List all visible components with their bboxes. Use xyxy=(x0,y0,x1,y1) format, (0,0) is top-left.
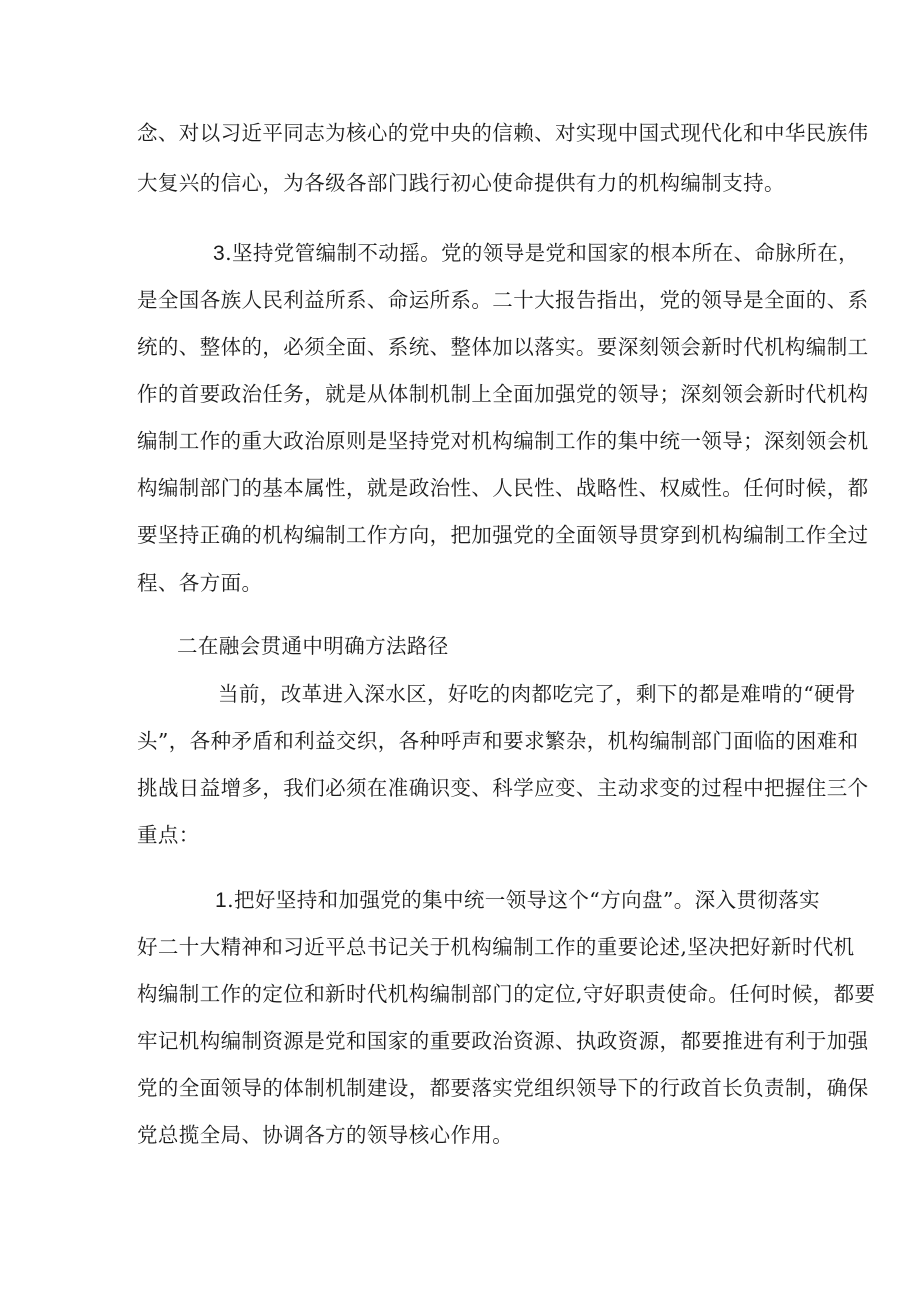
item-number: 3 xyxy=(213,242,226,265)
text-line: 念、对以习近平同志为核心的党中央的信赖、对实现中国式现代化和中华民族伟 xyxy=(137,121,869,145)
text-line: 重点： xyxy=(137,823,200,847)
text-line: 挑战日益增多，我们必须在准确识变、科学应变、主动求变的过程中把握住三个 xyxy=(137,776,869,800)
text-line: 统的、整体的，必须全面、系统、整体加以落实。要深刻领会新时代机构编制工 xyxy=(137,335,869,359)
text-line: 大复兴的信心，为各级各部门践行初心使命提供有力的机构编制支持。 xyxy=(137,171,785,195)
text-line: 当前，改革进入深水区，好吃的肉都吃完了，剩下的都是难啃的“硬骨 xyxy=(218,682,856,706)
text-line: 构编制部门的基本属性，就是政治性、人民性、战略性、权威性。任何时候，都 xyxy=(137,476,869,500)
section-heading: 二在融会贯通中明确方法路径 xyxy=(177,634,449,658)
text-line xyxy=(215,888,821,913)
text-line: 作的首要政治任务，就是从体制机制上全面加强党的领导；深刻领会新时代机构 xyxy=(137,382,869,406)
item-text: .坚持党管编制不动摇。党的领导是党和国家的根本所在、命脉所在， xyxy=(225,241,860,265)
text-line: 构编制工作的定位和新时代机构编制部门的定位,守好职责使命。任何时候，都要 xyxy=(137,982,876,1006)
item-text: .把好坚持和加强党的集中统一领导这个“方向盘”。深入贯彻落实 xyxy=(227,888,821,912)
text-line: 头”，各种矛盾和利益交织，各种呼声和要求繁杂，机构编制部门面临的困难和 xyxy=(137,729,859,753)
text-line: 编制工作的重大政治原则是坚持党对机构编制工作的集中统一领导；深刻领会机 xyxy=(137,429,869,453)
text-line: 要坚持正确的机构编制工作方向，把加强党的全面领导贯穿到机构编制工作全过 xyxy=(137,523,869,547)
text-line: 牢记机构编制资源是党和国家的重要政治资源、执政资源，都要推进有利于加强 xyxy=(137,1029,869,1053)
text-line: 程、各方面。 xyxy=(137,571,263,595)
text-line xyxy=(213,241,860,266)
text-line: 好二十大精神和习近平总书记关于机构编制工作的重要论述,坚决把好新时代机 xyxy=(137,935,855,959)
item-number: 1 xyxy=(215,889,228,912)
text-line: 党总揽全局、协调各方的领导核心作用。 xyxy=(137,1123,514,1147)
text-line: 是全国各族人民利益所系、命运所系。二十大报告指出，党的领导是全面的、系 xyxy=(137,288,869,312)
text-line: 党的全面领导的体制机制建设，都要落实党组织领导下的行政首长负责制，确保 xyxy=(137,1076,869,1100)
